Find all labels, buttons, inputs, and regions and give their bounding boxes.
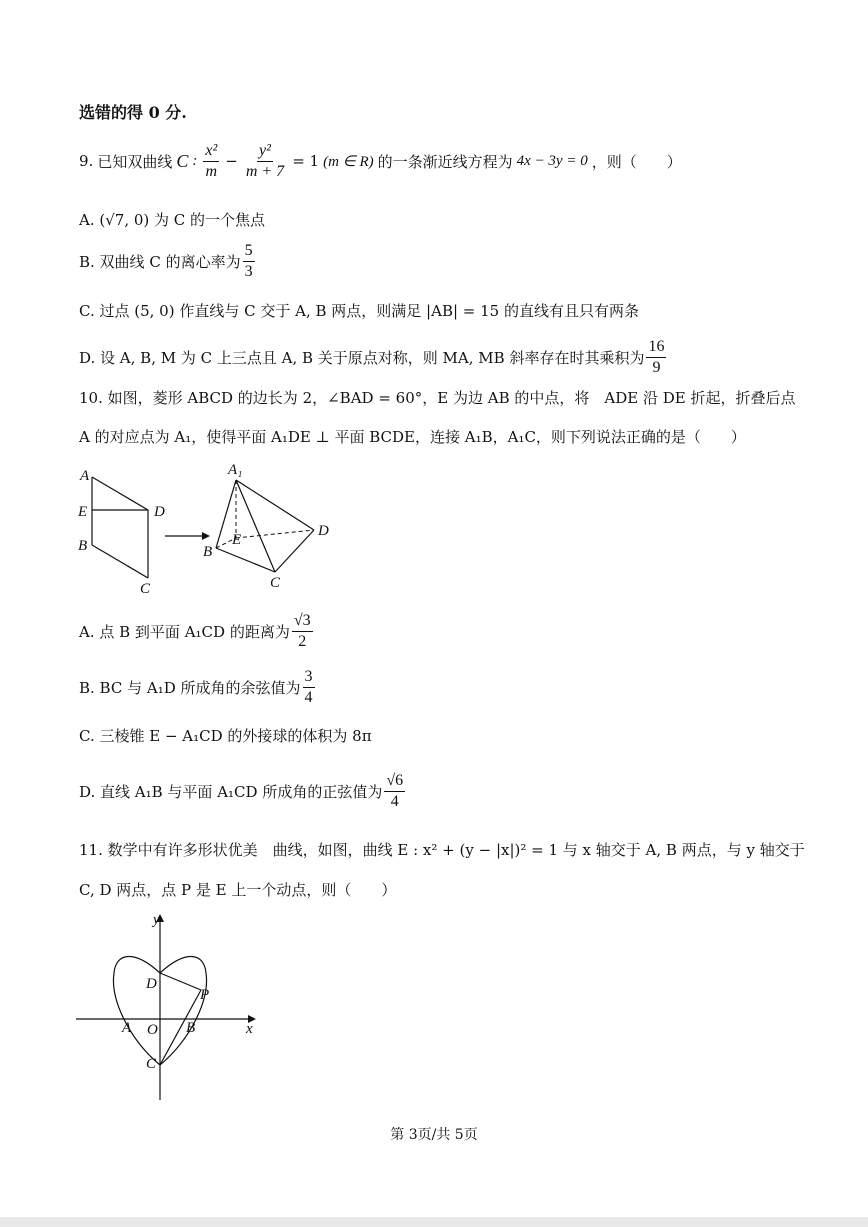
q9-frac-y: $\frac{\text{y²}}{m + 7}$ bbox=[245, 142, 285, 180]
label-x: x bbox=[246, 1021, 253, 1037]
q10-option-d: D. 直线 A₁B 与平面 A₁CD 所成角的正弦值为 $\frac{√6}{4}$ bbox=[79, 772, 404, 810]
q10-option-c: C. 三棱锥 E − A₁CD 的外接球的体积为 8π bbox=[79, 727, 372, 745]
label-P: P bbox=[200, 987, 210, 1003]
label-D: D bbox=[146, 976, 157, 992]
pyramid-figure bbox=[203, 462, 329, 591]
page-footer: 第 3页/共 5页 bbox=[390, 1127, 478, 1143]
q9-stem-end: ，则（ ） bbox=[591, 152, 682, 171]
q9-stem-pre: 已知双曲线 bbox=[97, 152, 173, 171]
label-D: D bbox=[154, 504, 165, 520]
q11-figure bbox=[70, 910, 270, 1105]
q9-option-a: A. (√7, 0) 为 C 的一个焦点 bbox=[79, 211, 266, 229]
label-C2: C bbox=[270, 575, 281, 591]
label-B2: B bbox=[203, 544, 213, 560]
q9-asymptote: 4x − 3y = 0 bbox=[516, 152, 588, 169]
label-E: E bbox=[78, 504, 88, 520]
label-C: C bbox=[146, 1056, 157, 1072]
label-A: A bbox=[122, 1020, 132, 1036]
q9-option-c: C. 过点 (5, 0) 作直线与 C 交于 A, B 两点，则满足 |AB| = 15 的直线有且只有两条 bbox=[79, 302, 639, 320]
label-B: B bbox=[78, 538, 88, 554]
q9-number: 9. bbox=[79, 152, 94, 171]
label-B: B bbox=[186, 1020, 196, 1036]
q9-option-d: D. 设 A, B, M 为 C 上三点且 A, B 关于原点对称，则 MA, MB 斜率存在时其乘积为 $\frac{16}{9}$ bbox=[79, 338, 665, 376]
arrow-icon bbox=[165, 532, 210, 540]
q11-stem-line1: 11. 数学中有许多形状优美 曲线，如图，曲线 E : x² + (y − |x|)² = 1 与 x 轴交于 A, B 两点，与 y 轴交于 bbox=[79, 841, 805, 859]
q10-stem-line2: A 的对应点为 A₁，使得平面 A₁DE ⊥ 平面 BCDE，连接 A₁B，A₁C，则下列说法正确的是（ ） bbox=[79, 428, 746, 446]
label-D2: D bbox=[318, 523, 329, 539]
q9-stem: 9. 已知双曲线 C : $\frac{\text{x²}}{m}$ − $\frac{\text{y²}}{m + 7}$ = 1 (m ∈ R) 的一条渐近线方程为 4x − 3y = 0 ，则（ ） bbox=[79, 142, 682, 180]
q9-cond: (m ∈ R) bbox=[323, 153, 374, 170]
segment-DP bbox=[160, 973, 201, 990]
label-O: O bbox=[147, 1022, 158, 1038]
q11-stem-line2: C, D 两点，点 P 是 E 上一个动点，则（ ） bbox=[79, 881, 397, 899]
label-A1: A₁ bbox=[228, 462, 243, 478]
label-C: C bbox=[140, 581, 151, 597]
label-y: y bbox=[153, 912, 160, 928]
q9-frac-x: $\frac{\text{x²}}{m}$ bbox=[205, 142, 218, 180]
bottom-scroll-bar bbox=[0, 1217, 868, 1227]
q9-option-b: B. 双曲线 C 的离心率为 $\frac{5}{3}$ bbox=[79, 242, 253, 280]
label-A: A bbox=[80, 468, 90, 484]
q9-curve: C bbox=[176, 150, 189, 171]
q9-eq: = 1 bbox=[292, 152, 320, 171]
label-E2: E bbox=[232, 532, 242, 548]
q10-stem-line1: 10. 如图，菱形 ABCD 的边长为 2，∠BAD = 60°，E 为边 AB 的中点，将 ADE 沿 DE 折起，折叠后点 bbox=[79, 389, 796, 407]
q9-stem-mid: 的一条渐近线方程为 bbox=[377, 152, 513, 171]
section-note: 选错的得 0 分. bbox=[79, 103, 187, 122]
q10-option-b: B. BC 与 A₁D 所成角的余弦值为 $\frac{3}{4}$ bbox=[79, 668, 313, 706]
q10-figure bbox=[70, 460, 350, 600]
q10-option-a: A. 点 B 到平面 A₁CD 的距离为 $\frac{√3}{2}$ bbox=[79, 612, 311, 650]
rhombus-figure bbox=[77, 468, 165, 597]
